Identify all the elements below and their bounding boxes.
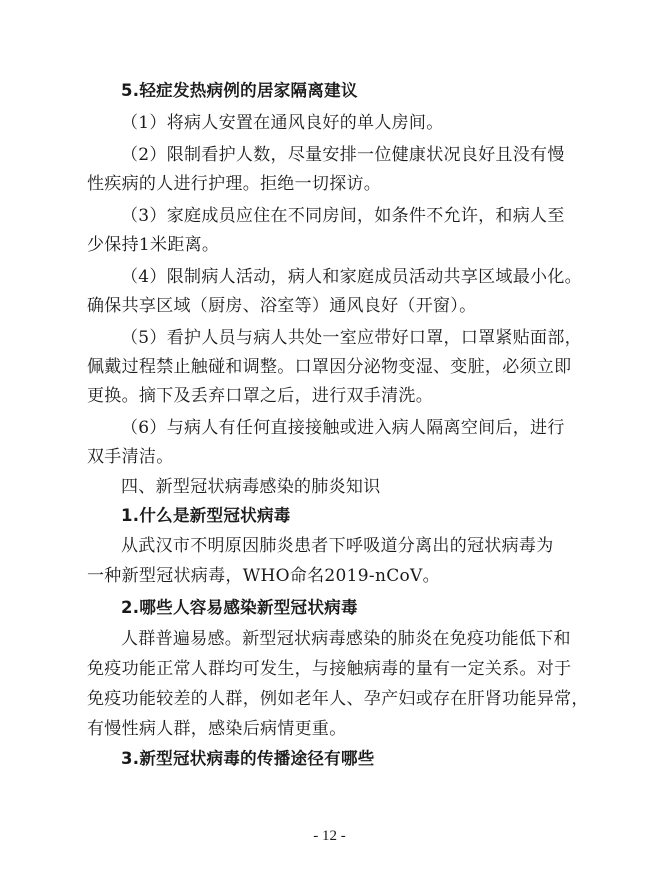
paragraph-line: 从武汉市不明原因肺炎患者下呼吸道分离出的冠状病毒为 xyxy=(121,536,554,556)
paragraph-line: 免疫功能正常人群均可发生，与接触病毒的量有一定关系。对于 xyxy=(87,659,572,679)
paragraph-line: （5）看护人员与病人共处一室应带好口罩，口罩紧贴面部， xyxy=(121,328,582,348)
chapter-heading: 四、新型冠状病毒感染的肺炎知识 xyxy=(121,477,381,497)
section-heading: 2.哪些人容易感染新型冠状病毒 xyxy=(121,598,358,617)
paragraph-line: 佩戴过程禁止触碰和调整。口罩因分泌物变湿、变脏，必须立即 xyxy=(87,357,572,377)
paragraph-line: （6）与病人有任何直接接触或进入病人隔离空间后，进行 xyxy=(121,418,565,438)
paragraph-line: 有慢性病人群，感染后病情更重。 xyxy=(87,719,347,739)
paragraph-line: 确保共享区域（厨房、浴室等）通风良好（开窗）。 xyxy=(87,296,477,316)
paragraph-line: 双手清洁。 xyxy=(87,447,174,467)
paragraph-line: 人群普遍易感。新型冠状病毒感染的肺炎在免疫功能低下和 xyxy=(121,629,571,649)
page-number: - 12 - xyxy=(313,828,346,844)
paragraph-line: 性疾病的人进行护理。拒绝一切探访。 xyxy=(87,174,382,194)
paragraph-line: 少保持1米距离。 xyxy=(87,235,220,255)
paragraph-line: （4）限制病人活动，病人和家庭成员活动共享区域最小化。 xyxy=(121,267,582,287)
paragraph-line: （3）家庭成员应住在不同房间，如条件不允许，和病人至 xyxy=(121,206,565,226)
paragraph-line: （1）将病人安置在通风良好的单人房间。 xyxy=(121,113,444,133)
section-heading: 3.新型冠状病毒的传播途径有哪些 xyxy=(121,749,375,768)
paragraph-line: 免疫功能较差的人群，例如老年人、孕产妇或存在肝肾功能异常， xyxy=(87,689,589,709)
paragraph-line: 一种新型冠状病毒，WHO命名2019-nCoV。 xyxy=(87,566,440,586)
section-heading: 5.轻症发热病例的居家隔离建议 xyxy=(121,81,358,100)
section-heading: 1.什么是新型冠状病毒 xyxy=(121,506,291,525)
paragraph-line: 更换。摘下及丢弃口罩之后，进行双手清洗。 xyxy=(87,386,433,406)
paragraph-line: （2）限制看护人数，尽量安排一位健康状况良好且没有慢 xyxy=(121,145,565,165)
